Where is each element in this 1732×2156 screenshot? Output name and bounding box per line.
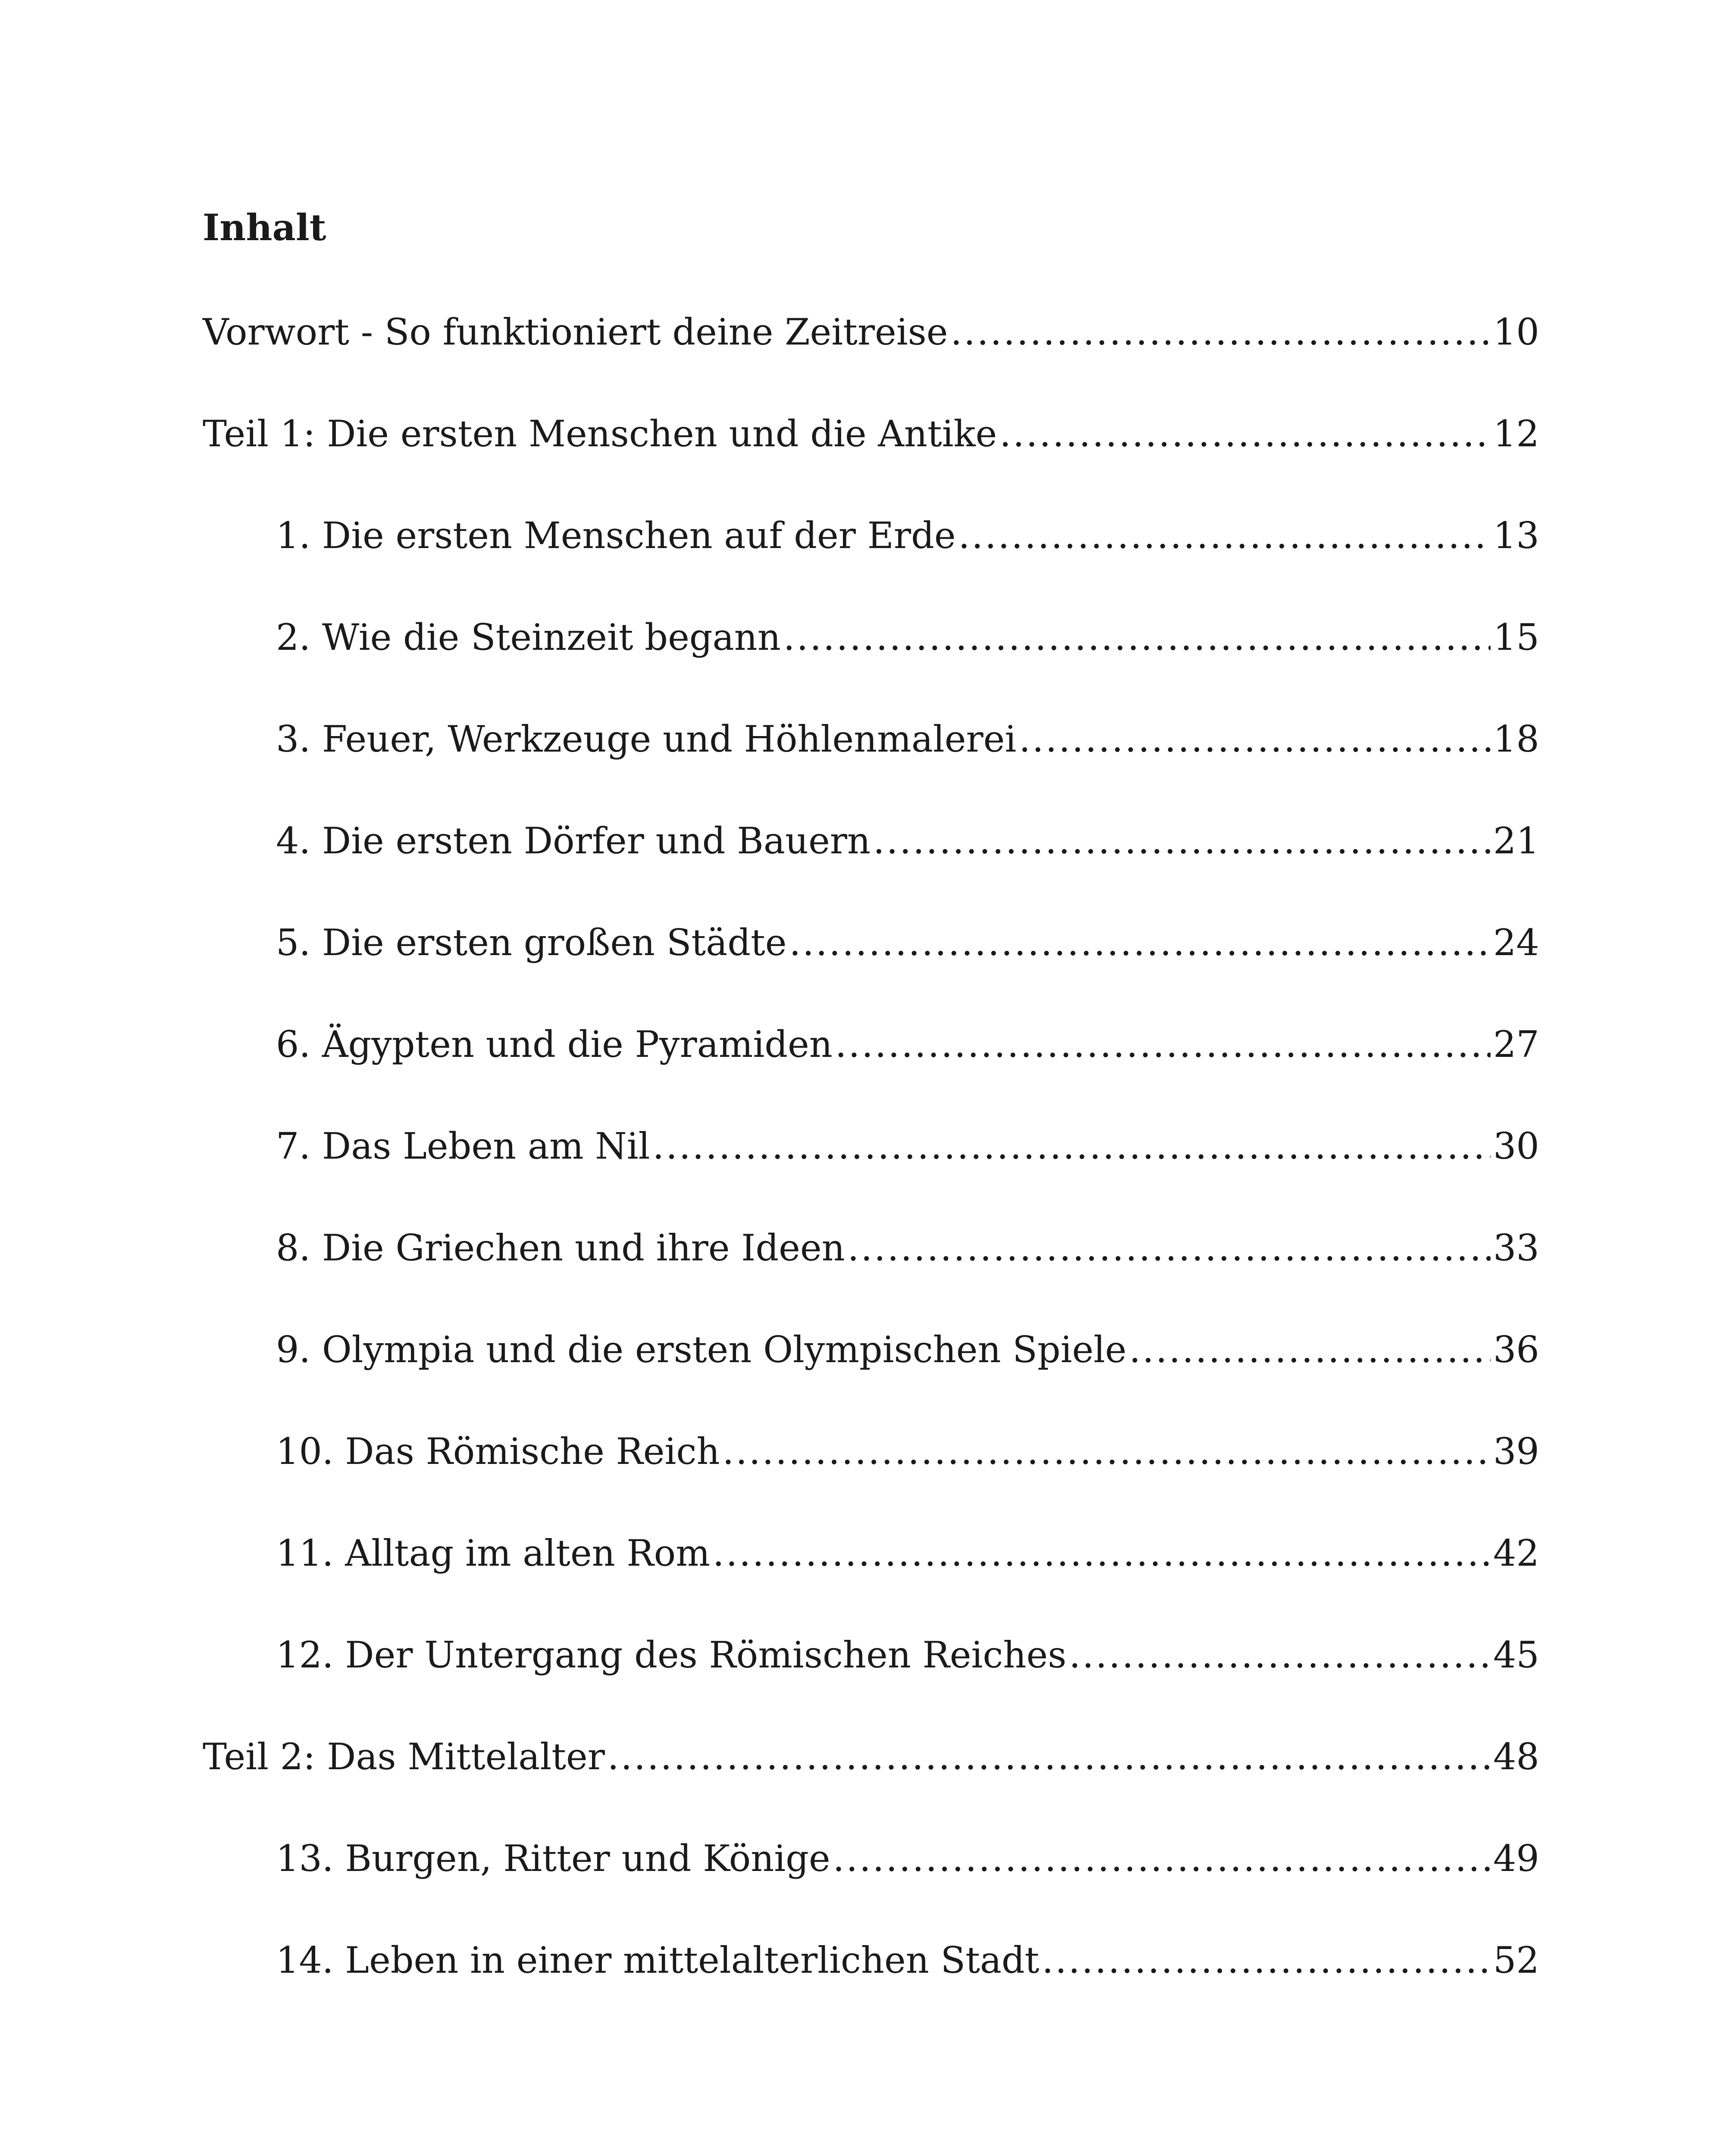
- toc-entry-page: 48: [1493, 1736, 1539, 1778]
- dot-leader: [1069, 1633, 1491, 1677]
- toc-entry-page: 39: [1493, 1430, 1539, 1473]
- toc-entry[interactable]: [276, 921, 1539, 964]
- toc-entry-page: 49: [1493, 1837, 1539, 1880]
- toc-entry-page: 42: [1493, 1532, 1539, 1574]
- dot-leader: [873, 819, 1491, 862]
- toc-entry-title: Teil 2: Das Mittelalter: [203, 1736, 605, 1778]
- dot-leader: [958, 514, 1491, 557]
- toc-entry-title: 6. Ägypten und die Pyramiden: [276, 1023, 833, 1065]
- toc-entry-title: 1. Die ersten Menschen auf der Erde: [276, 514, 956, 557]
- toc-entry[interactable]: [276, 819, 1539, 862]
- dot-leader: [723, 1430, 1491, 1473]
- dot-leader: [783, 616, 1491, 659]
- toc-entry[interactable]: [276, 616, 1539, 659]
- dot-leader: [713, 1532, 1491, 1575]
- dot-leader: [999, 412, 1491, 455]
- toc-entry[interactable]: [276, 1125, 1539, 1168]
- toc-entry-page: 36: [1493, 1329, 1539, 1371]
- toc-entry-title: 2. Wie die Steinzeit begann: [276, 616, 781, 658]
- toc-entry-title: 10. Das Römische Reich: [276, 1430, 720, 1473]
- toc-entry[interactable]: [276, 1430, 1539, 1473]
- toc-entry-page: 45: [1493, 1634, 1539, 1676]
- dot-leader: [1129, 1328, 1491, 1371]
- toc-entry-page: 21: [1493, 820, 1539, 862]
- toc-entry[interactable]: [276, 1633, 1539, 1677]
- toc-entry[interactable]: [203, 1735, 1539, 1778]
- toc-entry-title: Vorwort - So funktioniert deine Zeitreise: [203, 311, 948, 353]
- dot-leader: [848, 1226, 1491, 1269]
- toc-entry-title: 14. Leben in einer mittelalterlichen Stadt: [276, 1939, 1040, 1981]
- toc-entry[interactable]: [203, 310, 1539, 354]
- dot-leader: [653, 1125, 1491, 1168]
- toc-entry[interactable]: [276, 1328, 1539, 1371]
- toc-entry-title: 7. Das Leben am Nil: [276, 1125, 650, 1167]
- dot-leader: [1019, 718, 1491, 761]
- toc-entry-title: Teil 1: Die ersten Menschen und die Antike: [203, 413, 997, 455]
- dot-leader: [835, 1023, 1491, 1066]
- toc-entry-page: 10: [1493, 311, 1539, 353]
- toc-entry[interactable]: [276, 1939, 1539, 1982]
- toc-entry-page: 27: [1493, 1023, 1539, 1065]
- toc-entry[interactable]: [203, 412, 1539, 455]
- toc-entry-page: 24: [1493, 921, 1539, 964]
- toc-entry-title: 8. Die Griechen und ihre Ideen: [276, 1227, 845, 1269]
- dot-leader: [1042, 1939, 1491, 1982]
- toc-entry-page: 15: [1493, 616, 1539, 658]
- toc-entry-page: 30: [1493, 1125, 1539, 1167]
- dot-leader: [950, 310, 1491, 354]
- toc-entry[interactable]: [276, 718, 1539, 761]
- toc-entry-title: 5. Die ersten großen Städte: [276, 921, 787, 964]
- toc-entry-page: 12: [1493, 413, 1539, 455]
- toc-entry-title: 11. Alltag im alten Rom: [276, 1532, 710, 1574]
- toc-entry[interactable]: [276, 514, 1539, 557]
- toc-entry[interactable]: [276, 1023, 1539, 1066]
- toc-entry-title: 4. Die ersten Dörfer und Bauern: [276, 820, 871, 862]
- toc-entry[interactable]: [276, 1532, 1539, 1575]
- toc-entry-title: 9. Olympia und die ersten Olympischen Spiele: [276, 1329, 1127, 1371]
- dot-leader: [789, 921, 1491, 964]
- toc-entry-title: 12. Der Untergang des Römischen Reiches: [276, 1634, 1067, 1676]
- toc-entry-page: 52: [1493, 1939, 1539, 1981]
- dot-leader: [833, 1837, 1491, 1880]
- toc-entry[interactable]: [276, 1226, 1539, 1269]
- toc-entry-title: 13. Burgen, Ritter und Könige: [276, 1837, 830, 1880]
- toc-entry-page: 18: [1493, 718, 1539, 760]
- toc-entry-page: 13: [1493, 514, 1539, 557]
- toc-entry-page: 33: [1493, 1227, 1539, 1269]
- toc-entry-title: 3. Feuer, Werkzeuge und Höhlenmalerei: [276, 718, 1017, 760]
- dot-leader: [608, 1735, 1491, 1778]
- toc-heading: Inhalt: [203, 206, 326, 249]
- toc-entry[interactable]: [276, 1837, 1539, 1880]
